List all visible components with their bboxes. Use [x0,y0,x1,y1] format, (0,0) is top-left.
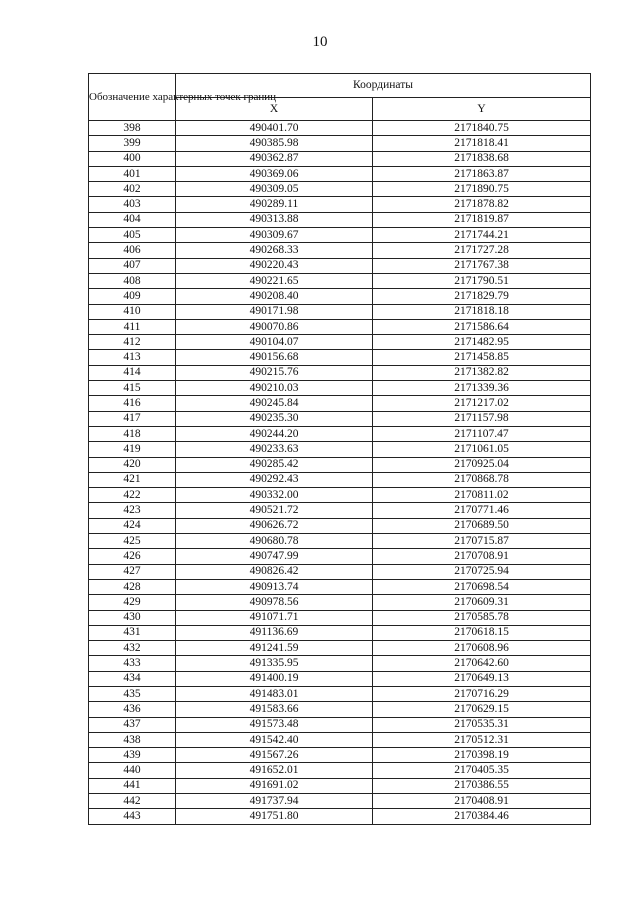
table-body [89,121,591,825]
point-number-cell: 426 [89,549,176,564]
x-coordinate-cell: 490171.98 [176,304,373,319]
table-row [89,319,591,334]
point-number-cell: 403 [89,197,176,212]
y-coordinate-cell: 2170398.19 [373,748,591,763]
point-number-cell: 418 [89,426,176,441]
x-coordinate-cell: 490747.99 [176,549,373,564]
y-coordinate-cell: 2171382.82 [373,365,591,380]
y-coordinate-cell: 2171818.18 [373,304,591,319]
point-number-cell: 402 [89,182,176,197]
point-number-cell: 409 [89,289,176,304]
point-number-cell: 437 [89,717,176,732]
table-row [89,457,591,472]
table-row [89,182,591,197]
table-row [89,534,591,549]
x-coordinate-cell: 491737.94 [176,794,373,809]
point-number-cell: 419 [89,442,176,457]
x-coordinate-cell: 490680.78 [176,534,373,549]
x-coordinate-cell: 490244.20 [176,426,373,441]
x-coordinate-cell: 491483.01 [176,686,373,701]
table-row [89,350,591,365]
point-number-cell: 405 [89,228,176,243]
y-coordinate-cell: 2170408.91 [373,794,591,809]
point-number-cell: 438 [89,732,176,747]
point-number-cell: 407 [89,258,176,273]
table-row [89,794,591,809]
y-coordinate-cell: 2171790.51 [373,273,591,288]
point-number-cell: 416 [89,396,176,411]
table-row [89,518,591,533]
y-column-header: Y [373,98,591,121]
table-row [89,273,591,288]
table-row [89,809,591,824]
table-row [89,335,591,350]
table-row [89,396,591,411]
point-designation-header: Обозначение характерных точек границ [89,74,176,121]
table-row [89,442,591,457]
x-coordinate-cell: 491567.26 [176,748,373,763]
point-number-cell: 412 [89,335,176,350]
y-coordinate-cell: 2170585.78 [373,610,591,625]
table-row [89,641,591,656]
y-coordinate-cell: 2170716.29 [373,686,591,701]
y-coordinate-cell: 2170725.94 [373,564,591,579]
y-coordinate-cell: 2171840.75 [373,121,591,136]
x-coordinate-cell: 491241.59 [176,641,373,656]
y-coordinate-cell: 2170689.50 [373,518,591,533]
table-row [89,488,591,503]
y-coordinate-cell: 2170386.55 [373,778,591,793]
coordinates-table [88,73,591,825]
table-row [89,503,591,518]
table-row [89,671,591,686]
table-row [89,121,591,136]
y-coordinate-cell: 2171890.75 [373,182,591,197]
table-row [89,472,591,487]
table-row [89,748,591,763]
point-number-cell: 423 [89,503,176,518]
point-number-cell: 427 [89,564,176,579]
point-number-cell: 425 [89,534,176,549]
point-number-cell: 433 [89,656,176,671]
x-coordinate-cell: 490626.72 [176,518,373,533]
point-number-cell: 414 [89,365,176,380]
point-number-cell: 424 [89,518,176,533]
y-coordinate-cell: 2170609.31 [373,595,591,610]
y-coordinate-cell: 2171157.98 [373,411,591,426]
y-coordinate-cell: 2170811.02 [373,488,591,503]
point-number-cell: 431 [89,625,176,640]
x-coordinate-cell: 490401.70 [176,121,373,136]
point-number-cell: 410 [89,304,176,319]
table-row [89,717,591,732]
x-coordinate-cell: 491400.19 [176,671,373,686]
table-row [89,686,591,701]
point-number-cell: 417 [89,411,176,426]
y-coordinate-cell: 2170642.60 [373,656,591,671]
table-row [89,197,591,212]
x-coordinate-cell: 491691.02 [176,778,373,793]
y-coordinate-cell: 2171586.64 [373,319,591,334]
x-coordinate-cell: 490221.65 [176,273,373,288]
table-row [89,656,591,671]
table-row [89,212,591,227]
x-coordinate-cell: 490309.67 [176,228,373,243]
point-number-cell: 439 [89,748,176,763]
y-coordinate-cell: 2170608.96 [373,641,591,656]
y-coordinate-cell: 2170771.46 [373,503,591,518]
y-coordinate-cell: 2171727.28 [373,243,591,258]
y-coordinate-cell: 2170512.31 [373,732,591,747]
x-coordinate-cell: 490309.05 [176,182,373,197]
x-coordinate-cell: 490521.72 [176,503,373,518]
y-coordinate-cell: 2170618.15 [373,625,591,640]
x-coordinate-cell: 490210.03 [176,381,373,396]
point-number-cell: 422 [89,488,176,503]
table-row [89,564,591,579]
x-coordinate-cell: 490313.88 [176,212,373,227]
y-coordinate-cell: 2171107.47 [373,426,591,441]
table-row [89,610,591,625]
y-coordinate-cell: 2170649.13 [373,671,591,686]
table-row [89,136,591,151]
x-coordinate-cell: 491335.95 [176,656,373,671]
point-number-cell: 443 [89,809,176,824]
point-number-cell: 415 [89,381,176,396]
point-number-cell: 432 [89,641,176,656]
x-coordinate-cell: 490826.42 [176,564,373,579]
y-coordinate-cell: 2170715.87 [373,534,591,549]
x-coordinate-cell: 490385.98 [176,136,373,151]
x-coordinate-cell: 490220.43 [176,258,373,273]
y-coordinate-cell: 2170384.46 [373,809,591,824]
coordinates-header: Координаты [176,74,591,98]
x-coordinate-cell: 491071.71 [176,610,373,625]
x-coordinate-cell: 491136.69 [176,625,373,640]
y-coordinate-cell: 2171767.38 [373,258,591,273]
x-coordinate-cell: 490289.11 [176,197,373,212]
y-coordinate-cell: 2171818.41 [373,136,591,151]
x-coordinate-cell: 490233.63 [176,442,373,457]
table-row [89,381,591,396]
x-coordinate-cell: 490369.06 [176,166,373,181]
point-number-cell: 404 [89,212,176,227]
table-row [89,365,591,380]
point-number-cell: 411 [89,319,176,334]
point-number-cell: 435 [89,686,176,701]
y-coordinate-cell: 2170925.04 [373,457,591,472]
point-number-cell: 406 [89,243,176,258]
table-row [89,732,591,747]
x-coordinate-cell: 490978.56 [176,595,373,610]
page-number: 10 [312,34,328,50]
x-coordinate-cell: 490070.86 [176,319,373,334]
table-row [89,289,591,304]
x-coordinate-cell: 490332.00 [176,488,373,503]
point-number-cell: 408 [89,273,176,288]
x-coordinate-cell: 490285.42 [176,457,373,472]
point-number-cell: 421 [89,472,176,487]
table-row [89,228,591,243]
x-coordinate-cell: 490268.33 [176,243,373,258]
point-number-cell: 428 [89,579,176,594]
y-coordinate-cell: 2171744.21 [373,228,591,243]
y-coordinate-cell: 2171458.85 [373,350,591,365]
y-coordinate-cell: 2171829.79 [373,289,591,304]
point-number-cell: 401 [89,166,176,181]
x-coordinate-cell: 490292.43 [176,472,373,487]
y-coordinate-cell: 2171482.95 [373,335,591,350]
point-number-cell: 436 [89,702,176,717]
x-coordinate-cell: 491652.01 [176,763,373,778]
point-number-cell: 429 [89,595,176,610]
point-number-cell: 400 [89,151,176,166]
x-coordinate-cell: 490156.68 [176,350,373,365]
table-row [89,411,591,426]
y-coordinate-cell: 2171878.82 [373,197,591,212]
table-row [89,151,591,166]
y-coordinate-cell: 2171217.02 [373,396,591,411]
table-row [89,426,591,441]
y-coordinate-cell: 2171863.87 [373,166,591,181]
x-coordinate-cell: 490215.76 [176,365,373,380]
y-coordinate-cell: 2170535.31 [373,717,591,732]
table-row [89,549,591,564]
x-coordinate-cell: 490913.74 [176,579,373,594]
y-coordinate-cell: 2171819.87 [373,212,591,227]
y-coordinate-cell: 2171339.36 [373,381,591,396]
table-row [89,778,591,793]
x-coordinate-cell: 491573.48 [176,717,373,732]
y-coordinate-cell: 2170405.35 [373,763,591,778]
x-coordinate-cell: 490104.07 [176,335,373,350]
table-row [89,258,591,273]
x-coordinate-cell: 490245.84 [176,396,373,411]
table-row [89,243,591,258]
point-number-cell: 441 [89,778,176,793]
y-coordinate-cell: 2170629.15 [373,702,591,717]
x-coordinate-cell: 491751.80 [176,809,373,824]
table-row [89,702,591,717]
table-row [89,625,591,640]
x-coordinate-cell: 490362.87 [176,151,373,166]
point-number-cell: 398 [89,121,176,136]
table-row [89,166,591,181]
x-coordinate-cell: 490235.30 [176,411,373,426]
x-column-header: X [176,98,373,121]
x-coordinate-cell: 490208.40 [176,289,373,304]
x-coordinate-cell: 491542.40 [176,732,373,747]
point-number-cell: 420 [89,457,176,472]
table-row [89,579,591,594]
point-number-cell: 442 [89,794,176,809]
table-row [89,304,591,319]
y-coordinate-cell: 2170868.78 [373,472,591,487]
point-number-cell: 430 [89,610,176,625]
y-coordinate-cell: 2170708.91 [373,549,591,564]
y-coordinate-cell: 2171838.68 [373,151,591,166]
point-number-cell: 399 [89,136,176,151]
table-row [89,595,591,610]
point-number-cell: 413 [89,350,176,365]
y-coordinate-cell: 2170698.54 [373,579,591,594]
point-number-cell: 440 [89,763,176,778]
table-row [89,763,591,778]
y-coordinate-cell: 2171061.05 [373,442,591,457]
point-number-cell: 434 [89,671,176,686]
x-coordinate-cell: 491583.66 [176,702,373,717]
